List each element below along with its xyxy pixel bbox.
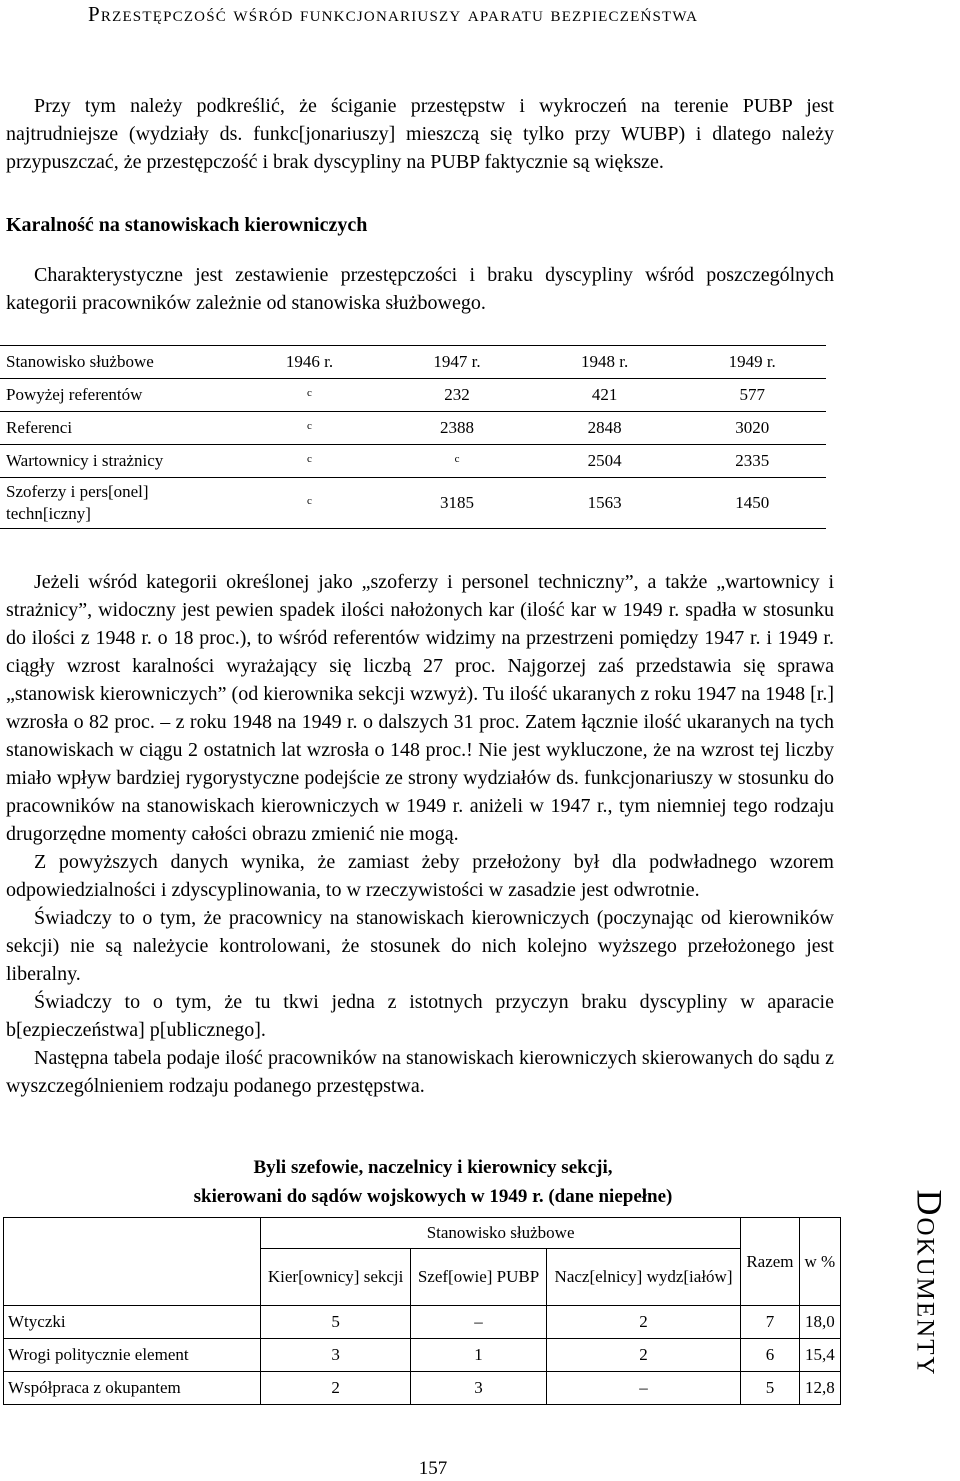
table-header-row <box>0 346 826 379</box>
table-cell: 2 <box>546 1339 740 1372</box>
caption-line: skierowani do sądów wojskowych w 1949 r. (dane niepełne) <box>193 1186 673 1207</box>
table-cell: 577 <box>678 379 826 412</box>
running-head: Przestępczość wśród funkcjonariuszy aparatu bezpieczeństwa <box>88 2 699 26</box>
table-cell: Wartownicy i strażnicy <box>0 445 236 478</box>
table-cell: 3185 <box>383 478 531 529</box>
table-cell: 2335 <box>678 445 826 478</box>
table-row <box>0 412 826 445</box>
table-cell: Współpraca z okupantem <box>4 1372 261 1405</box>
paragraph: Następna tabela podaje ilość pracowników na stanowiskach kierowniczych skierowanych do sądu z wyszczególnieniem rodzaju podanego przestępstwa. <box>6 1047 834 1097</box>
table-cell <box>236 379 384 412</box>
court-referrals-table <box>3 1217 841 1405</box>
table-header-row <box>4 1218 841 1249</box>
table-cell: Referenci <box>0 412 236 445</box>
table-cell: 421 <box>531 379 679 412</box>
table-header-cell: 1948 r. <box>531 346 679 379</box>
table-cell: 2504 <box>531 445 679 478</box>
table-header-cell: Szef[owie] PUBP <box>411 1249 547 1306</box>
table-cell: 232 <box>383 379 531 412</box>
table-header-cell <box>4 1218 261 1306</box>
data-note-mark: c <box>307 452 312 465</box>
table-cell: 7 <box>741 1306 799 1339</box>
lead-paragraph-block <box>6 261 834 317</box>
table-cell <box>236 412 384 445</box>
table-cell: – <box>411 1306 547 1339</box>
table-row <box>0 445 826 478</box>
lead-paragraph: Charakterystyczne jest zestawienie przestępczości i braku dyscypliny wśród poszczególnych kategorii pracowników zależnie od stanowiska służbowego. <box>6 264 834 314</box>
intro-paragraph-block <box>6 92 834 176</box>
table-cell: 18,0 <box>799 1306 840 1339</box>
table-cell: 12,8 <box>799 1372 840 1405</box>
table-cell: 1563 <box>531 478 679 529</box>
discussion-block <box>6 568 834 1100</box>
page-number: 157 <box>418 1458 448 1479</box>
table-cell: Szoferzy i pers[onel] techn[iczny] <box>0 478 236 529</box>
table-cell: 15,4 <box>799 1339 840 1372</box>
table-cell <box>236 478 384 529</box>
intro-paragraph: Przy tym należy podkreślić, że ściganie przestępstw i wykroczeń na terenie PUBP jest najtrudniejsze (wydziały ds. funkc[jonariuszy] mieszczą się tylko przy WUBP) i dlatego należy przypuszczać, że przestępczość i brak dyscypliny na PUBP faktycznie są większe. <box>6 95 834 173</box>
table-row <box>0 379 826 412</box>
table-header-cell: Nacz[elnicy] wydz[iałów] <box>546 1249 740 1306</box>
paragraph: Świadczy to o tym, że pracownicy na stanowiskach kierowniczych (poczynając od kierowników sekcji) nie są należycie kontrolowani, że stosunek do nich kolejno wyższego przełożonego jest liberalny. <box>6 907 834 985</box>
data-note-mark: c <box>307 386 312 399</box>
table-cell <box>236 445 384 478</box>
section-side-label-text: Dokumenty <box>910 1189 951 1377</box>
table-cell: 3 <box>261 1339 411 1372</box>
paragraph: Z powyższych danych wynika, że zamiast żeby przełożony był dla podwładnego wzorem odpowiedzialności i zdyscyplinowania, to w rzeczywistości w zasadzie jest odwrotnie. <box>6 851 834 901</box>
penalty-table <box>0 345 826 529</box>
table-header-cell: Razem <box>741 1218 799 1306</box>
table-caption <box>0 1153 866 1211</box>
table-cell: 6 <box>741 1339 799 1372</box>
data-note-mark: c <box>454 452 460 465</box>
table-cell: Powyżej referentów <box>0 379 236 412</box>
table-cell: 1 <box>411 1339 547 1372</box>
table-cell <box>383 445 531 478</box>
table-cell: – <box>546 1372 740 1405</box>
paragraph: Jeżeli wśród kategorii określonej jako „szoferzy i personel techniczny”, a także „wartownicy i strażnicy”, widoczny jest pewien spadek ilości nałożonych kar (ilość kar w 1949 r. spadła w stosunku do ilości z 1948 r. o 18 proc.), to wśród referentów widzimy na przestrzeni pomiędzy 1947 r. i 1949 r. ciągły wzrost karalności wyrażający się liczbą 27 proc. Najgorzej zaś przedstawia się sprawa „stanowisk kierowniczych” (od kierownika sekcji wzwyż). Tu ilość ukaranych z roku 1947 na 1948 [r.] wzrosła o 82 proc. – z roku 1948 na 1949 r. o dalszych 31 proc. Zatem łącznie ilość ukaranych na tych stanowiskach w ciągu 2 ostatnich lat wzrosła o 148 proc.! Nie jest wykluczone, że na wzrost tej liczby miało wpływ bardziej rygorystyczne podejście ze strony wydziałów ds. funkcjonariuszy w stosunku do pracowników na stanowiskach kierowniczych w 1949 r. aniżeli w 1947 r., tym niemniej tego rodzaju drugorzędne momenty całości obrazu zmienić nie mogą. <box>6 571 834 845</box>
caption-line: Byli szefowie, naczelnicy i kierownicy sekcji, <box>253 1157 613 1178</box>
table-cell: 2 <box>261 1372 411 1405</box>
table-cell: 1450 <box>678 478 826 529</box>
table-cell: Wrogi politycznie element <box>4 1339 261 1372</box>
section-heading: Karalność na stanowiskach kierowniczych <box>6 214 368 236</box>
data-note-mark: c <box>307 419 312 432</box>
table-header-cell: 1946 r. <box>236 346 384 379</box>
section-side-label <box>900 1153 960 1413</box>
table-header-cell: Stanowisko służbowe <box>0 346 236 379</box>
table-header-cell: 1947 r. <box>383 346 531 379</box>
table-row <box>4 1372 841 1405</box>
table-cell: 2848 <box>531 412 679 445</box>
table-cell: 2 <box>546 1306 740 1339</box>
table-cell: Wtyczki <box>4 1306 261 1339</box>
table-cell: 2388 <box>383 412 531 445</box>
table-header-cell: 1949 r. <box>678 346 826 379</box>
table-cell: 3 <box>411 1372 547 1405</box>
table-header-cell: w % <box>799 1218 840 1306</box>
table-row <box>0 478 826 529</box>
paragraph: Świadczy to o tym, że tu tkwi jedna z istotnych przyczyn braku dyscypliny w aparacie b[ezpieczeństwa] p[ublicznego]. <box>6 991 834 1041</box>
table-row <box>4 1339 841 1372</box>
table-cell: 5 <box>261 1306 411 1339</box>
table-header-cell: Kier[ownicy] sekcji <box>261 1249 411 1306</box>
table-row <box>4 1306 841 1339</box>
data-note-mark: c <box>307 494 312 507</box>
table-cell: 5 <box>741 1372 799 1405</box>
table-header-cell: Stanowisko służbowe <box>261 1218 741 1249</box>
table-cell: 3020 <box>678 412 826 445</box>
